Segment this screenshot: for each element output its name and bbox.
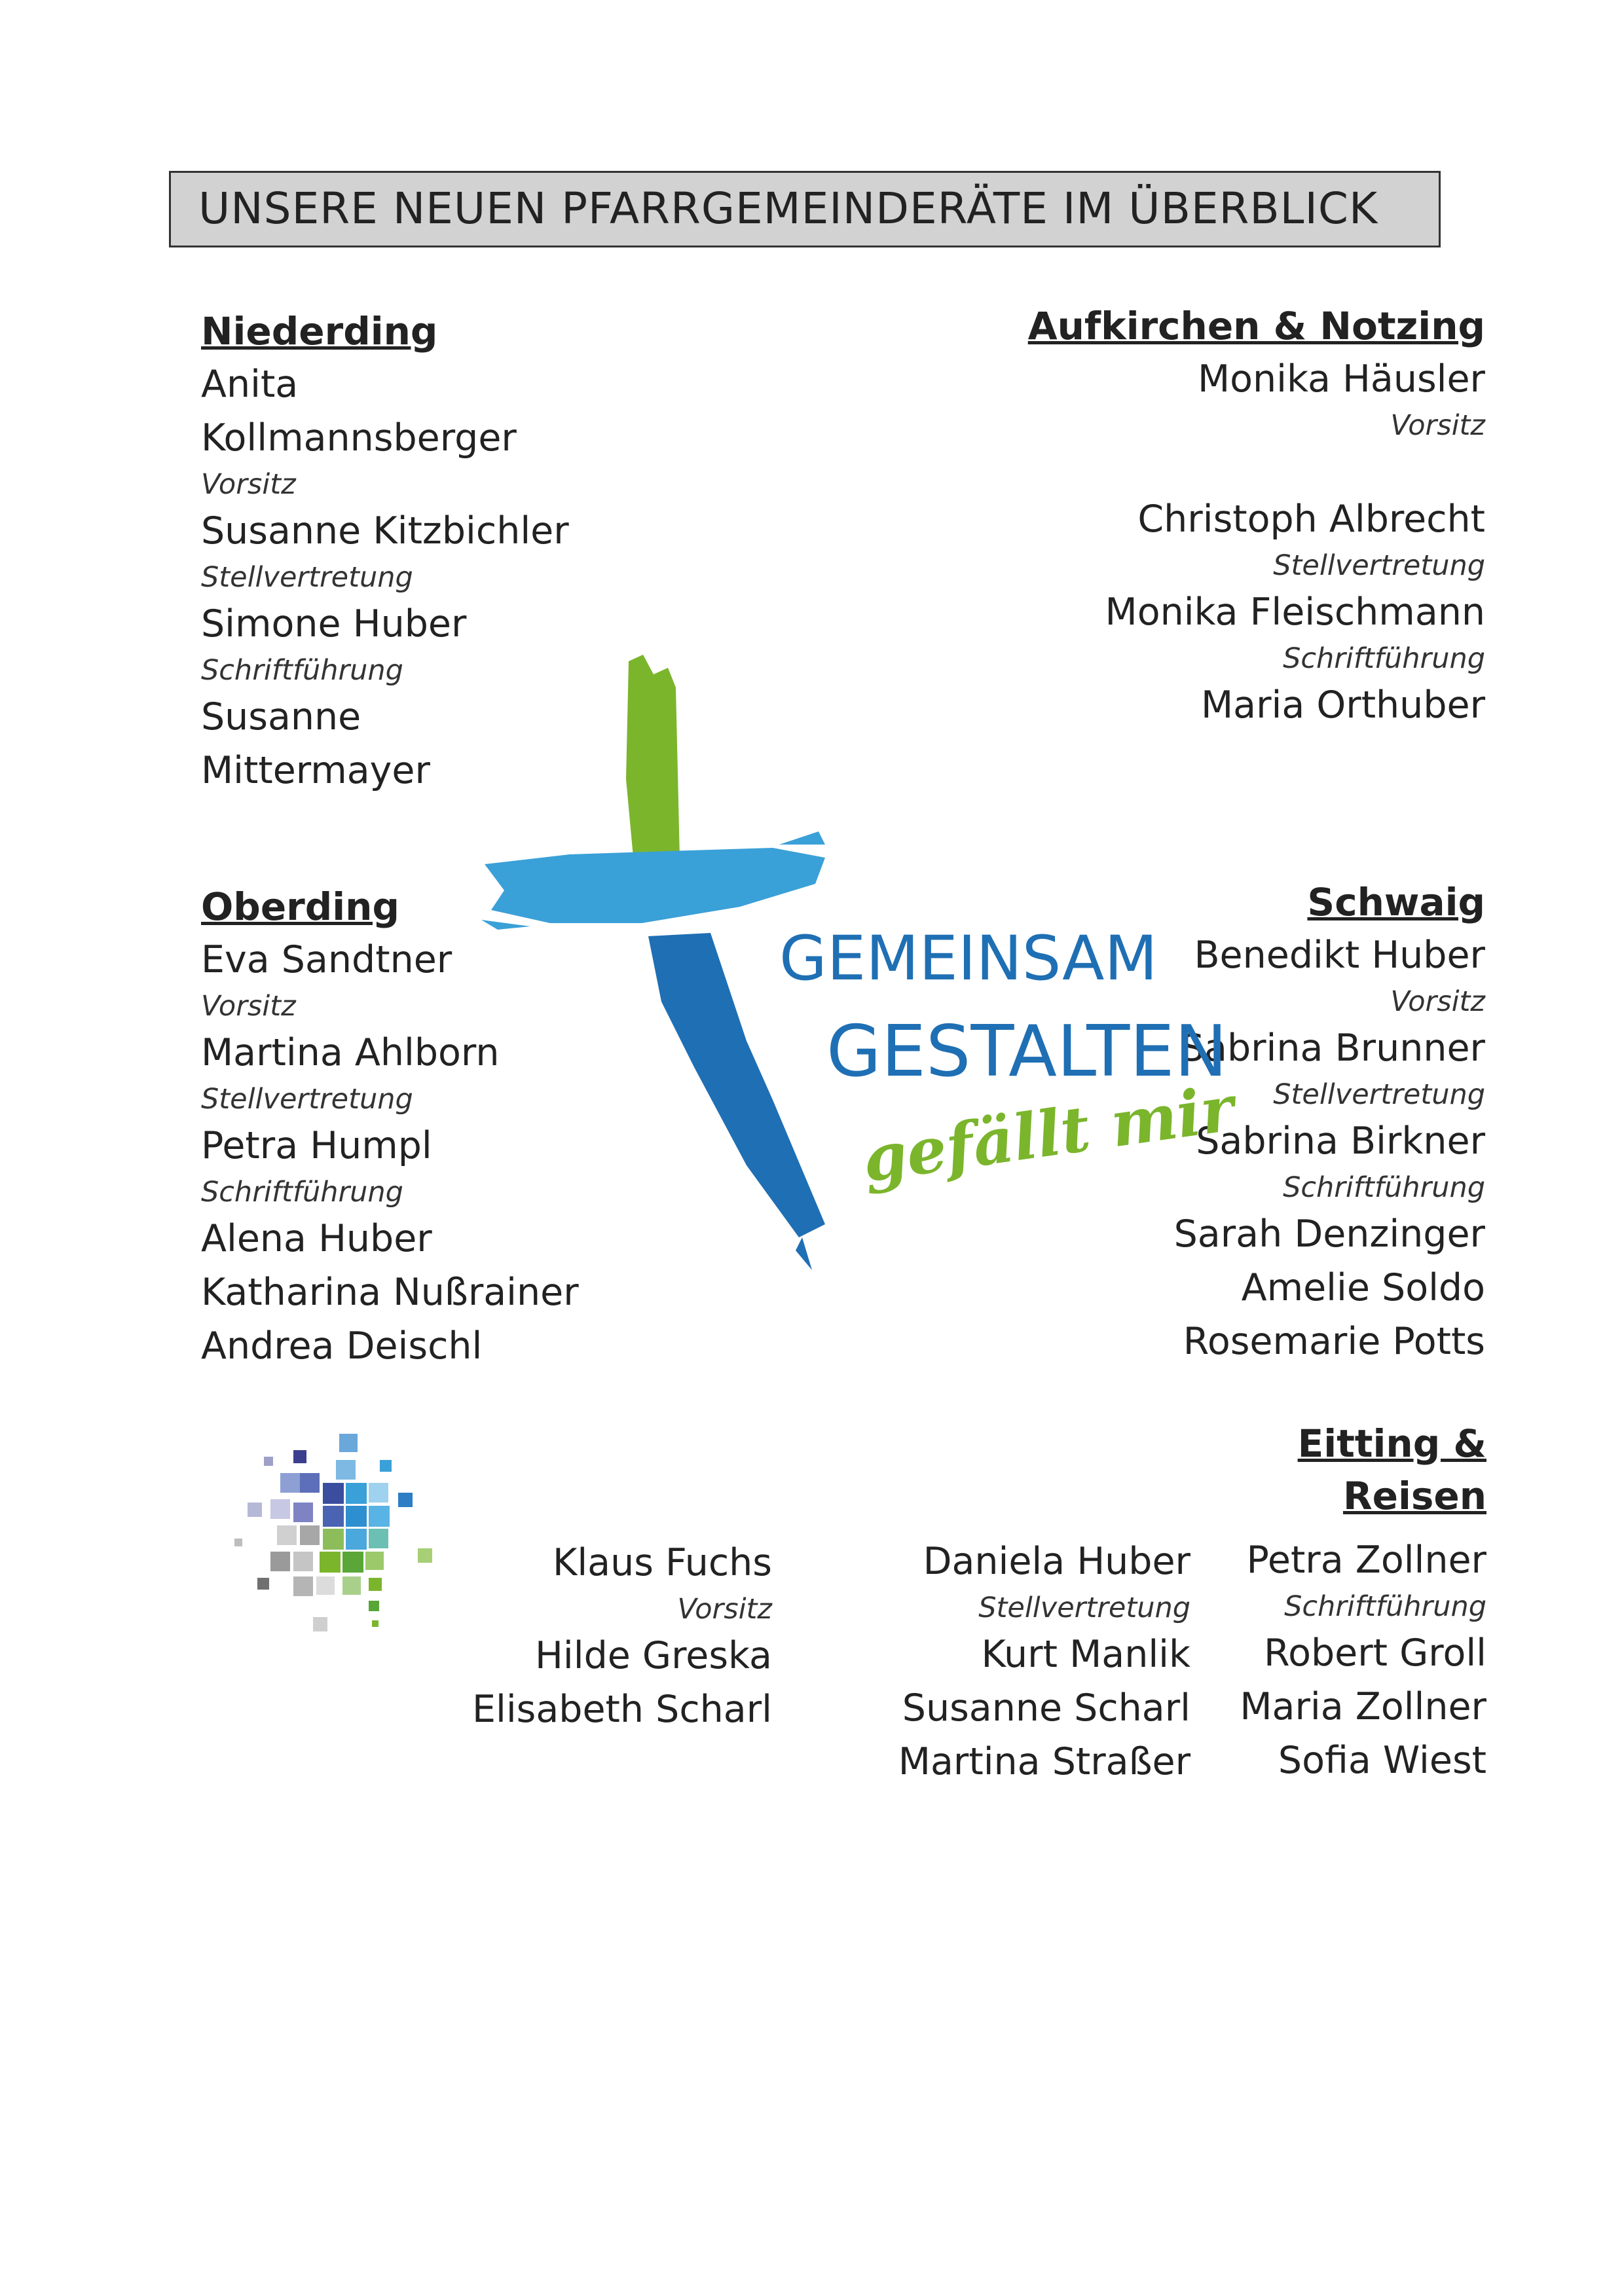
section-heading: Niederding xyxy=(201,309,438,354)
spacer xyxy=(1028,445,1485,492)
section-aufkirchen xyxy=(1028,300,1485,732)
member-name: Simone Huber xyxy=(201,602,467,646)
section-heading: Schwaig xyxy=(1307,880,1485,924)
member-name: Martina Straßer xyxy=(898,1740,1190,1783)
member-role: Vorsitz xyxy=(201,990,296,1023)
member-name: Alena Huber xyxy=(201,1217,432,1260)
member-role: Schriftführung xyxy=(201,1176,403,1209)
member-name: Rosemarie Potts xyxy=(1183,1320,1485,1363)
cross-green-stroke xyxy=(626,655,680,864)
member-name: Elisabeth Scharl xyxy=(471,1688,772,1731)
member-role: Vorsitz xyxy=(677,1593,772,1626)
member-role: Schriftführung xyxy=(1283,1171,1485,1204)
member-name: Monika Häusler xyxy=(1197,357,1485,401)
member-role: Vorsitz xyxy=(1390,985,1485,1018)
logo-line1: GEMEINSAM xyxy=(779,923,1158,994)
member-name: Martina Ahlborn xyxy=(201,1031,500,1074)
member-name: Petra Zollner xyxy=(1246,1539,1486,1582)
logo-line2: GESTALTEN xyxy=(826,1011,1228,1093)
member-name: Klaus Fuchs xyxy=(552,1541,772,1584)
member-name: Kollmannsberger xyxy=(201,416,517,460)
member-role: Schriftführung xyxy=(201,654,403,687)
member-name: Maria Zollner xyxy=(1240,1685,1486,1728)
page-title-box xyxy=(169,171,1441,247)
member-name: Eva Sandtner xyxy=(201,938,452,981)
logo-line3: gefällt mir xyxy=(858,1071,1239,1197)
mosaic-logo-graphic xyxy=(208,1421,451,1663)
member-name: Susanne Kitzbichler xyxy=(201,509,569,553)
member-role: Stellvertretung xyxy=(978,1592,1190,1624)
section-heading: Oberding xyxy=(201,884,399,929)
member-name: Amelie Soldo xyxy=(1241,1266,1485,1309)
member-name: Sabrina Birkner xyxy=(1196,1120,1485,1163)
member-name: Anita xyxy=(201,363,299,406)
member-name: Sarah Denzinger xyxy=(1173,1212,1485,1256)
member-role: Schriftführung xyxy=(1283,642,1485,675)
member-role: Stellvertretung xyxy=(201,561,413,594)
member-name: Maria Orthuber xyxy=(1200,683,1485,727)
member-name: Susanne Scharl xyxy=(902,1686,1190,1730)
section-eitting-col1 xyxy=(472,1536,772,1736)
member-role: Vorsitz xyxy=(1390,409,1485,442)
member-name: Sofia Wiest xyxy=(1278,1739,1486,1782)
section-heading: Reisen xyxy=(1342,1474,1486,1518)
member-name: Petra Humpl xyxy=(201,1124,432,1167)
member-role: Stellvertretung xyxy=(1273,549,1485,582)
section-heading: Aufkirchen & Notzing xyxy=(1027,304,1485,348)
member-name: Hilde Greska xyxy=(535,1634,772,1677)
member-name: Daniela Huber xyxy=(923,1540,1190,1583)
member-name: Mittermayer xyxy=(201,749,430,792)
section-eitting-col2 xyxy=(898,1535,1190,1789)
member-name: Kurt Manlik xyxy=(981,1633,1190,1676)
member-name: Sabrina Brunner xyxy=(1180,1027,1485,1070)
member-role: Stellvertretung xyxy=(1273,1078,1485,1111)
section-heading: Eitting & xyxy=(1297,1421,1486,1466)
cross-lightblue-stroke xyxy=(485,848,825,923)
member-name: Benedikt Huber xyxy=(1194,934,1485,977)
member-name: Susanne xyxy=(201,695,361,738)
member-role: Vorsitz xyxy=(201,468,296,501)
member-name: Katharina Nußrainer xyxy=(201,1271,579,1314)
section-eitting-heading xyxy=(1298,1417,1486,1522)
page-title: UNSERE NEUEN PFARRGEMEINDERÄTE IM ÜBERBLICK xyxy=(198,183,1378,234)
member-name: Robert Groll xyxy=(1264,1631,1486,1675)
member-name: Christoph Albrecht xyxy=(1137,498,1485,541)
section-eitting-col3 xyxy=(1240,1533,1486,1787)
member-role: Schriftführung xyxy=(1284,1590,1486,1623)
member-role: Stellvertretung xyxy=(201,1083,413,1116)
member-name: Andrea Deischl xyxy=(201,1324,483,1368)
member-name: Monika Fleischmann xyxy=(1105,591,1485,634)
